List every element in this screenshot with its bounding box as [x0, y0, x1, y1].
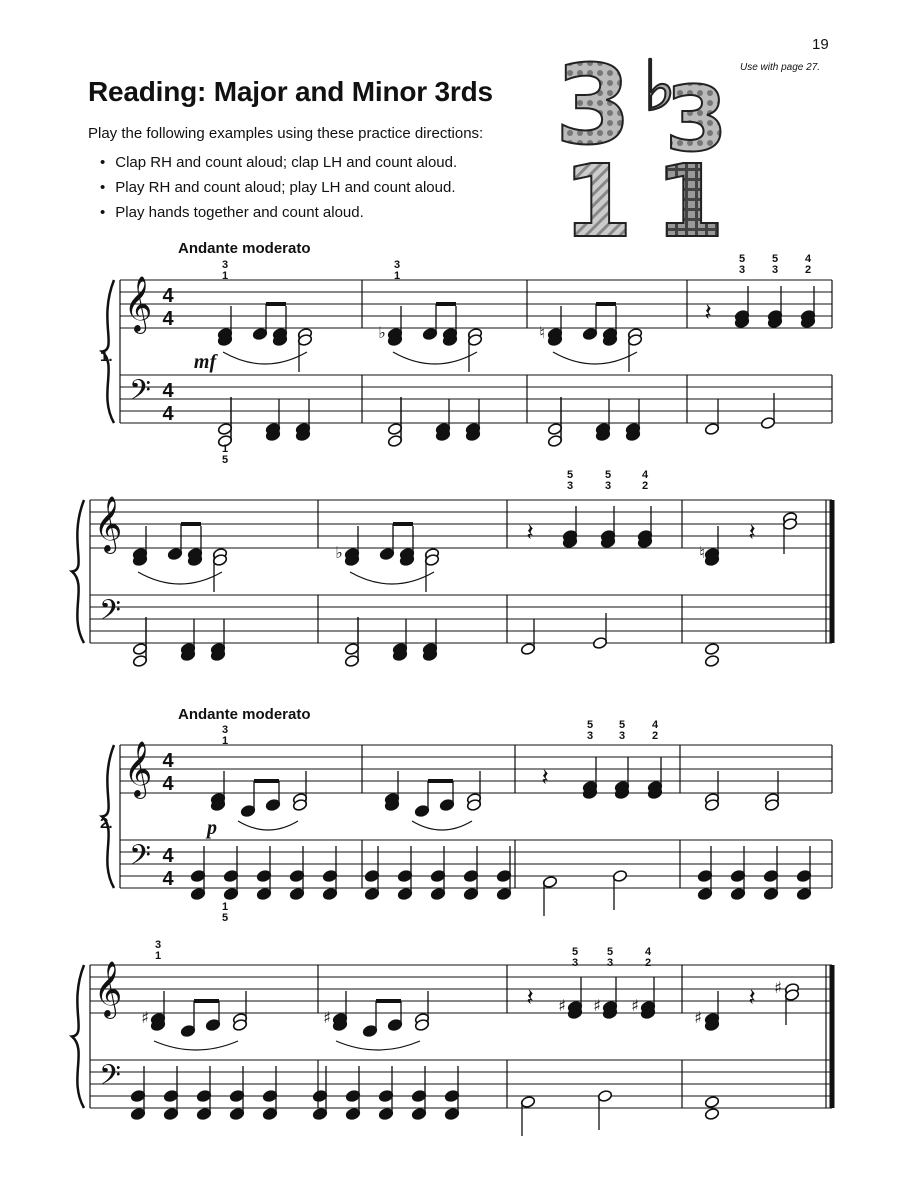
fingering-number: 4 — [804, 253, 812, 265]
quarter-rest: 𝄽 — [748, 518, 756, 546]
slur — [350, 572, 434, 584]
accidental: ♮ — [699, 543, 705, 562]
fingering-number: 2 — [651, 730, 659, 742]
flat-glyph: ♭ — [643, 45, 677, 127]
fingering-number: 3 — [606, 957, 614, 969]
fingering-number: 4 — [641, 469, 649, 481]
accidental: ♯ — [558, 996, 566, 1015]
fingering-number: 3 — [604, 480, 612, 492]
accidental: ♯ — [774, 978, 782, 997]
fingering-number: 5 — [606, 946, 614, 958]
numeral-three-glyph: 3 — [665, 67, 728, 172]
accidental: ♯ — [593, 996, 601, 1015]
notehead — [704, 642, 719, 655]
fingering-number: 5 — [771, 253, 779, 265]
fingering-number: 3 — [571, 957, 579, 969]
slur — [138, 572, 222, 584]
quarter-rest: 𝄽 — [748, 983, 756, 1011]
dynamic-marking: p — [207, 817, 217, 839]
time-signature-numerator: 4 — [162, 750, 174, 772]
grand-staff-brace — [102, 280, 114, 423]
fingering-number: 2 — [641, 480, 649, 492]
direction-item: • Play hands together and count aloud. — [100, 200, 457, 225]
notehead — [704, 654, 719, 667]
slur — [336, 1041, 420, 1050]
fingering-number: 2 — [804, 264, 812, 276]
fingering-number: 2 — [644, 957, 652, 969]
fingering-number: 3 — [566, 480, 574, 492]
direction-item: • Play RH and count aloud; play LH and count aloud. — [100, 175, 457, 200]
fingering-number: 5 — [221, 454, 229, 466]
bass-clef: 𝄢 — [129, 839, 151, 879]
fingering-number: 4 — [644, 946, 652, 958]
bass-clef: 𝄢 — [129, 374, 151, 414]
time-signature-numerator: 4 — [162, 285, 174, 307]
slur — [393, 352, 477, 364]
fingering-number: 5 — [586, 719, 594, 731]
notehead — [704, 1107, 719, 1120]
grand-staff-brace — [72, 965, 84, 1108]
time-signature-numerator: 4 — [162, 380, 174, 402]
accidental: ♯ — [323, 1008, 331, 1027]
quarter-rest: 𝄽 — [704, 298, 712, 326]
treble-clef: 𝄞 — [123, 276, 153, 332]
bass-clef: 𝄢 — [99, 1059, 121, 1099]
tempo-marking: Andante moderato — [178, 706, 311, 723]
time-signature-numerator: 4 — [162, 845, 174, 867]
example-number: 2. — [100, 815, 113, 832]
slur — [223, 352, 307, 364]
fingering-number: 5 — [566, 469, 574, 481]
fingering-number: 5 — [221, 912, 229, 924]
quarter-rest: 𝄽 — [526, 983, 534, 1011]
time-signature-denominator: 4 — [162, 403, 174, 425]
accidental: ♭ — [335, 543, 343, 562]
fingering-number: 3 — [618, 730, 626, 742]
numeral-one-glyph: 1 — [563, 143, 633, 238]
grand-staff-brace — [102, 745, 114, 888]
fingering-number: 1 — [154, 950, 162, 962]
treble-clef: 𝄞 — [123, 741, 153, 797]
fingering-number: 3 — [221, 724, 229, 736]
fingering-number: 3 — [221, 259, 229, 271]
fingering-number: 3 — [738, 264, 746, 276]
cross-reference-note: Use with page 27. — [740, 62, 821, 73]
fingering-number: 4 — [651, 719, 659, 731]
numeral-three-glyph: 3 — [555, 41, 632, 169]
page-title: Reading: Major and Minor 3rds — [88, 76, 493, 107]
fingering-number: 3 — [771, 264, 779, 276]
slur — [238, 821, 298, 830]
time-signature-denominator: 4 — [162, 868, 174, 890]
treble-clef: 𝄞 — [93, 496, 123, 552]
instructions-intro: Play the following examples using these practice directions: — [88, 125, 484, 142]
fingering-number: 1 — [393, 270, 401, 282]
bass-clef: 𝄢 — [99, 594, 121, 634]
accidental: ♯ — [694, 1008, 702, 1027]
fingering-number: 1 — [221, 270, 229, 282]
tempo-marking: Andante moderato — [178, 240, 311, 257]
slur — [553, 352, 637, 364]
fingering-number: 3 — [393, 259, 401, 271]
fingering-number: 1 — [221, 443, 229, 455]
treble-clef: 𝄞 — [93, 961, 123, 1017]
slur — [154, 1041, 238, 1050]
fingering-number: 1 — [221, 735, 229, 747]
fingering-number: 5 — [738, 253, 746, 265]
quarter-rest: 𝄽 — [541, 763, 549, 791]
accidental: ♭ — [378, 323, 386, 342]
example-number: 1. — [100, 348, 113, 365]
accidental: ♮ — [539, 323, 545, 342]
accidental: ♯ — [141, 1008, 149, 1027]
fingering-number: 1 — [221, 901, 229, 913]
grand-staff-brace — [72, 500, 84, 643]
time-signature-denominator: 4 — [162, 308, 174, 330]
fingering-number: 3 — [154, 939, 162, 951]
fingering-number: 3 — [586, 730, 594, 742]
numeral-one-glyph: 1 — [655, 143, 725, 238]
accidental: ♯ — [631, 996, 639, 1015]
page-number: 19 — [812, 36, 829, 53]
time-signature-denominator: 4 — [162, 773, 174, 795]
slur — [412, 821, 472, 830]
direction-item: • Clap RH and count aloud; clap LH and count aloud. — [100, 150, 457, 175]
fingering-number: 5 — [571, 946, 579, 958]
quarter-rest: 𝄽 — [526, 518, 534, 546]
dynamic-marking: mf — [193, 351, 217, 373]
fingering-number: 5 — [604, 469, 612, 481]
fingering-number: 5 — [618, 719, 626, 731]
notehead — [704, 1095, 719, 1108]
